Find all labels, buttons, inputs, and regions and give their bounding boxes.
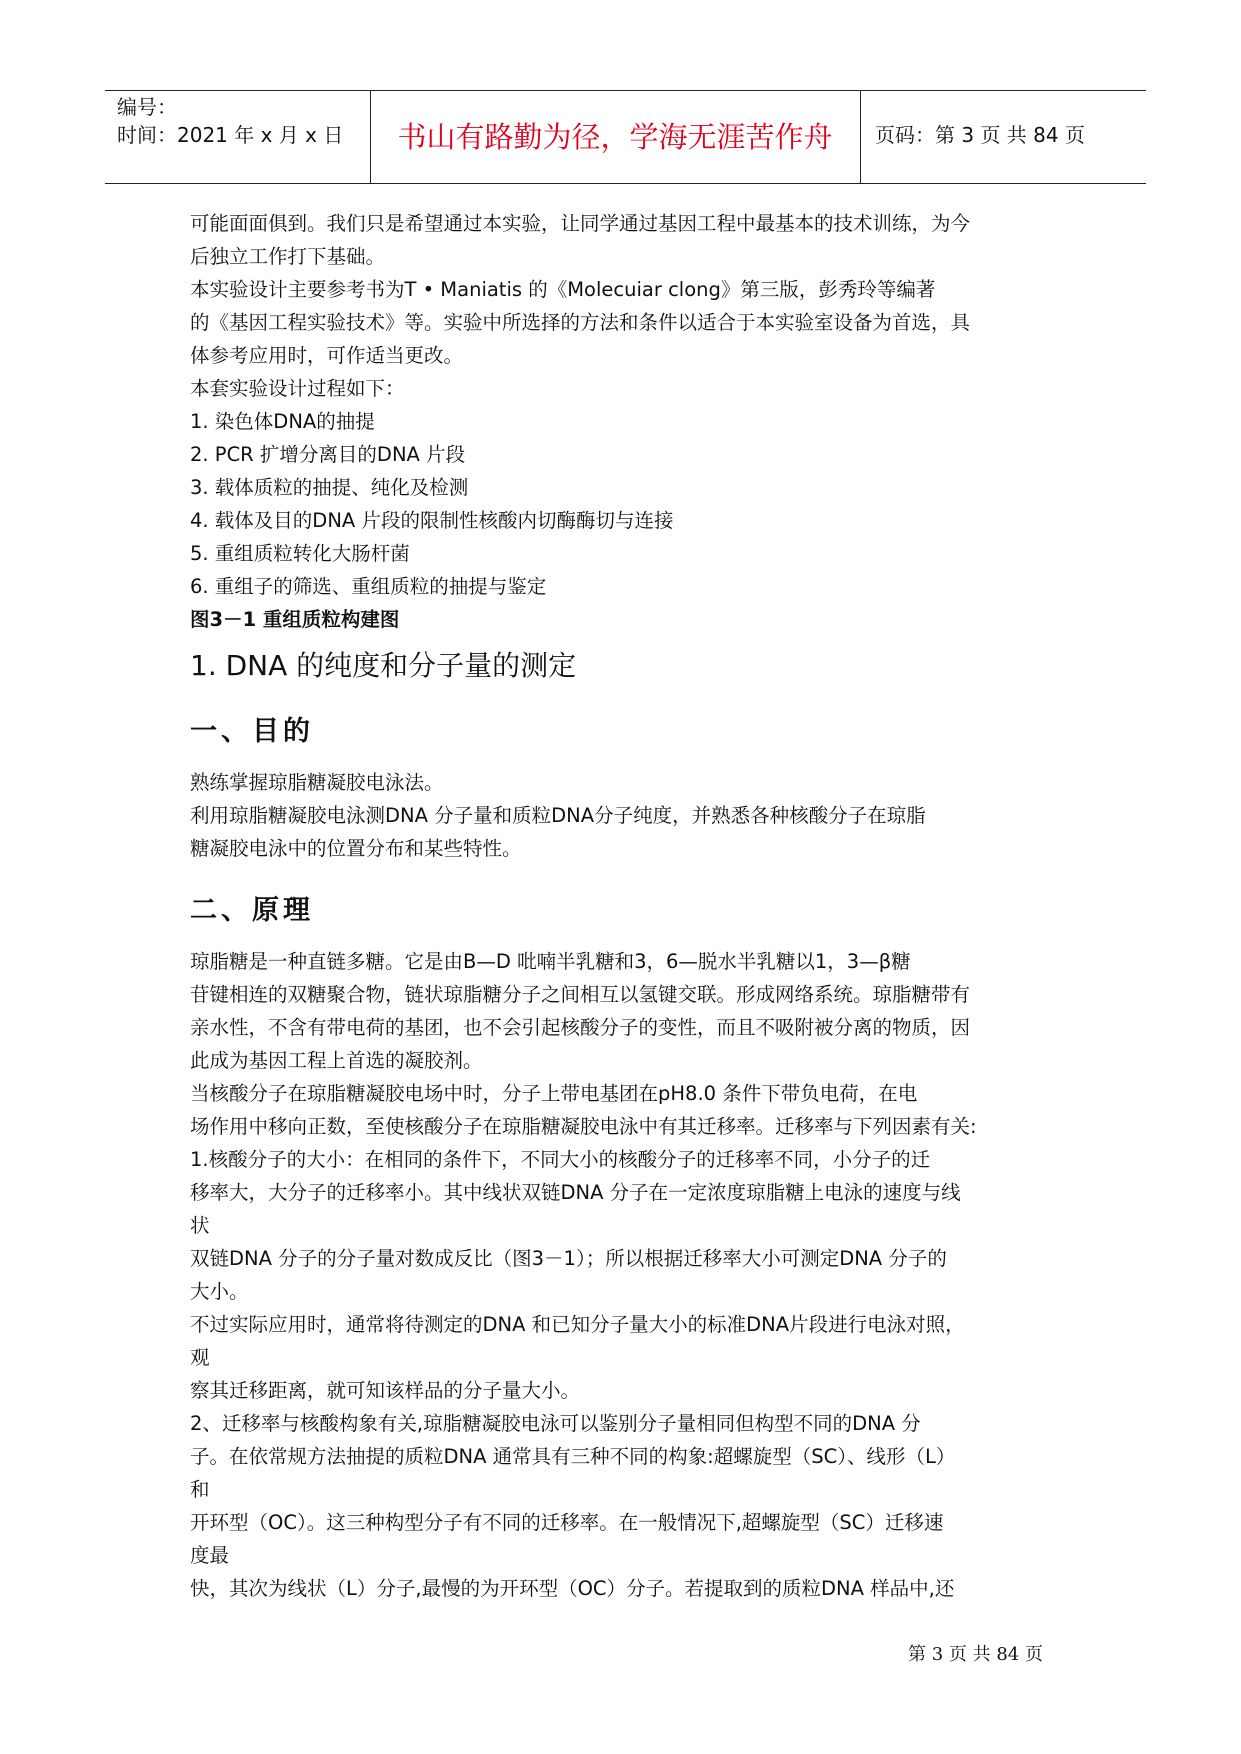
document-body — [190, 207, 1070, 1605]
list-item: 5. 重组质粒转化大肠杆菌 — [190, 542, 410, 565]
paragraph-line: 察其迁移距离，就可知该样品的分子量大小。 — [190, 1379, 581, 1402]
paragraph-line: 糖凝胶电泳中的位置分布和某些特性。 — [190, 837, 522, 860]
page-header — [105, 90, 1146, 184]
paragraph-line: 熟练掌握琼脂糖凝胶电泳法。 — [190, 771, 444, 794]
paragraph-line: 的《基因工程实验技术》等。实验中所选择的方法和条件以适合于本实验室设备为首选，具 — [190, 311, 971, 334]
header-divider-right — [860, 91, 861, 183]
paragraph-line: 场作用中移向正数，至使核酸分子在琼脂糖凝胶电泳中有其迁移率。迁移率与下列因素有关: — [190, 1115, 977, 1138]
principle-section — [190, 945, 1070, 1605]
list-item: 1. 染色体DNA的抽提 — [190, 410, 375, 433]
document-number-label: 编号： — [117, 95, 177, 119]
paragraph-line: 度最 — [190, 1544, 230, 1567]
figure-caption: 图3－1 重组质粒构建图 — [190, 608, 400, 631]
paragraph-line: 可能面面俱到。我们只是希望通过本实验，让同学通过基因工程中最基本的技术训练，为今 — [190, 212, 971, 235]
paragraph-line: 利用琼脂糖凝胶电泳测DNA 分子量和质粒DNA分子纯度，并熟悉各种核酸分子在琼脂 — [190, 804, 926, 827]
list-item: 4. 载体及目的DNA 片段的限制性核酸内切酶酶切与连接 — [190, 509, 674, 532]
paragraph-line: 琼脂糖是一种直链多糖。它是由B—D 吡喃半乳糖和3，6—脱水半乳糖以1，3—β糖 — [190, 950, 911, 973]
principle-heading: 二、原理 — [190, 895, 314, 926]
paragraph-line: 大小。 — [190, 1280, 249, 1303]
list-item: 6. 重组子的筛选、重组质粒的抽提与鉴定 — [190, 575, 547, 598]
paragraph-line: 后独立工作打下基础。 — [190, 245, 386, 268]
header-page-code: 页码：第 3 页 共 84 页 — [875, 123, 1085, 147]
list-item: 3. 载体质粒的抽提、纯化及检测 — [190, 476, 469, 499]
paragraph-line: 移率大，大分子的迁移率小。其中线状双链DNA 分子在一定浓度琼脂糖上电泳的速度与线 — [190, 1181, 961, 1204]
purpose-section — [190, 766, 1070, 865]
page-footer: 第 3 页 共 84 页 — [908, 1644, 1043, 1665]
paragraph-line: 苷键相连的双糖聚合物，链状琼脂糖分子之间相互以氢键交联。形成网络系统。琼脂糖带有 — [190, 983, 971, 1006]
document-time-label: 时间：2021 年 x 月 x 日 — [117, 123, 344, 147]
paragraph-line: 此成为基因工程上首选的凝胶剂。 — [190, 1049, 483, 1072]
header-meta — [117, 93, 343, 149]
paragraph-line: 当核酸分子在琼脂糖凝胶电场中时，分子上带电基团在pH8.0 条件下带负电荷，在电 — [190, 1082, 918, 1105]
paragraph-line: 亲水性，不含有带电荷的基团，也不会引起核酸分子的变性，而且不吸附被分离的物质，因 — [190, 1016, 971, 1039]
paragraph-line: 双链DNA 分子的分子量对数成反比（图3－1）；所以根据迁移率大小可测定DNA 分子的 — [190, 1247, 947, 1270]
list-item: 2. PCR 扩增分离目的DNA 片段 — [190, 443, 466, 466]
paragraph-line: 2、迁移率与核酸构象有关,琼脂糖凝胶电泳可以鉴别分子量相同但构型不同的DNA 分 — [190, 1412, 921, 1435]
section-title: 1. DNA 的纯度和分子量的测定 — [190, 649, 577, 682]
paragraph-line: 和 — [190, 1478, 210, 1501]
paragraph-line: 不过实际应用时，通常将待测定的DNA 和已知分子量大小的标准DNA片段进行电泳对照， — [190, 1313, 965, 1336]
intro-section — [190, 207, 1070, 603]
paragraph-line: 状 — [190, 1214, 210, 1237]
paragraph-line: 1.核酸分子的大小：在相同的条件下，不同大小的核酸分子的迁移率不同，小分子的迁 — [190, 1148, 931, 1171]
paragraph-line: 观 — [190, 1346, 210, 1369]
purpose-heading: 一、目的 — [190, 716, 314, 747]
paragraph-line: 本套实验设计过程如下： — [190, 377, 405, 400]
paragraph-line: 子。在依常规方法抽提的质粒DNA 通常具有三种不同的构象:超螺旋型（SC）、线形（L） — [190, 1445, 956, 1468]
header-motto: 书山有路勤为径，学海无涯苦作舟 — [397, 120, 833, 154]
paragraph-line: 开环型（OC）。这三种构型分子有不同的迁移率。在一般情况下,超螺旋型（SC）迁移速 — [190, 1511, 944, 1534]
paragraph-line: 本实验设计主要参考书为T • Maniatis 的《Molecuiar clong》第三版，彭秀玲等编著 — [190, 278, 936, 301]
paragraph-line: 快，其次为线状（L）分子,最慢的为开环型（OC）分子。若提取到的质粒DNA 样品中,还 — [190, 1577, 955, 1600]
paragraph-line: 体参考应用时，可作适当更改。 — [190, 344, 464, 367]
